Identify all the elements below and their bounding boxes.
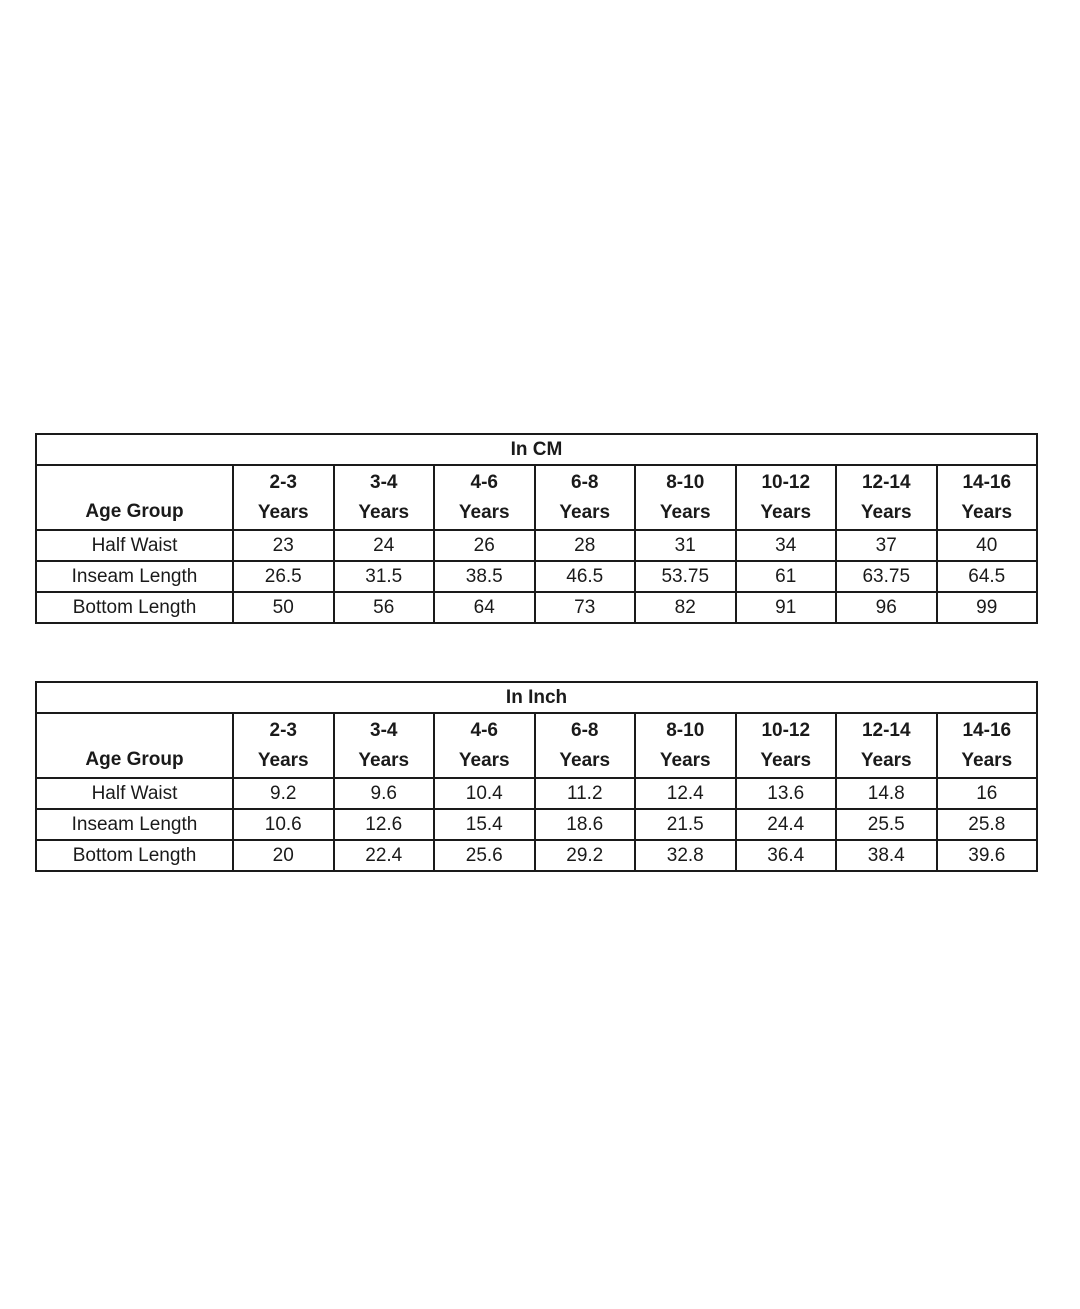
table-cell: 34 bbox=[736, 530, 837, 561]
column-header bbox=[635, 713, 736, 778]
age-range: 6-8 bbox=[571, 471, 599, 493]
table-row bbox=[36, 840, 1037, 871]
table-cell: 53.75 bbox=[635, 561, 736, 592]
table-cell: 26 bbox=[434, 530, 535, 561]
table-title: In CM bbox=[36, 434, 1037, 465]
age-unit: Years bbox=[860, 501, 912, 523]
age-unit: Years bbox=[961, 501, 1013, 523]
row-header-label: Age Group bbox=[36, 465, 233, 530]
table-cell: 24.4 bbox=[736, 809, 837, 840]
age-unit: Years bbox=[257, 749, 309, 771]
table-cell: 23 bbox=[233, 530, 334, 561]
column-header bbox=[434, 465, 535, 530]
age-unit: Years bbox=[760, 501, 812, 523]
column-header bbox=[937, 465, 1038, 530]
age-unit: Years bbox=[659, 501, 711, 523]
column-header bbox=[334, 713, 435, 778]
header-row bbox=[36, 465, 1037, 530]
age-unit: Years bbox=[760, 749, 812, 771]
age-unit: Years bbox=[358, 501, 410, 523]
table-cell: 14.8 bbox=[836, 778, 937, 809]
age-range: 8-10 bbox=[666, 471, 705, 493]
table-row bbox=[36, 778, 1037, 809]
header-row bbox=[36, 713, 1037, 778]
age-range: 8-10 bbox=[666, 719, 705, 741]
row-label: Bottom Length bbox=[36, 592, 233, 623]
table-row bbox=[36, 561, 1037, 592]
age-range: 10-12 bbox=[761, 719, 811, 741]
table-cell: 64.5 bbox=[937, 561, 1038, 592]
age-unit: Years bbox=[559, 501, 611, 523]
table-cell: 31 bbox=[635, 530, 736, 561]
age-unit: Years bbox=[358, 749, 410, 771]
table-cell: 20 bbox=[233, 840, 334, 871]
table-cell: 99 bbox=[937, 592, 1038, 623]
table-cell: 91 bbox=[736, 592, 837, 623]
table-cell: 25.5 bbox=[836, 809, 937, 840]
table-cell: 16 bbox=[937, 778, 1038, 809]
table-cell: 15.4 bbox=[434, 809, 535, 840]
row-label: Inseam Length bbox=[36, 809, 233, 840]
table-cell: 22.4 bbox=[334, 840, 435, 871]
age-range: 2-3 bbox=[269, 719, 297, 741]
age-range: 12-14 bbox=[861, 471, 911, 493]
table-cell: 11.2 bbox=[535, 778, 636, 809]
age-range: 2-3 bbox=[269, 471, 297, 493]
row-label: Half Waist bbox=[36, 530, 233, 561]
column-header bbox=[233, 713, 334, 778]
table-cell: 12.6 bbox=[334, 809, 435, 840]
row-label: Half Waist bbox=[36, 778, 233, 809]
age-unit: Years bbox=[458, 501, 510, 523]
table-cell: 96 bbox=[836, 592, 937, 623]
table-cell: 38.4 bbox=[836, 840, 937, 871]
age-unit: Years bbox=[860, 749, 912, 771]
table-cell: 82 bbox=[635, 592, 736, 623]
table-cell: 9.2 bbox=[233, 778, 334, 809]
age-range: 4-6 bbox=[470, 471, 498, 493]
age-range: 12-14 bbox=[861, 719, 911, 741]
age-unit: Years bbox=[458, 749, 510, 771]
table-cell: 24 bbox=[334, 530, 435, 561]
column-header bbox=[434, 713, 535, 778]
table-cell: 40 bbox=[937, 530, 1038, 561]
age-range: 4-6 bbox=[470, 719, 498, 741]
column-header bbox=[836, 465, 937, 530]
age-unit: Years bbox=[961, 749, 1013, 771]
table-cell: 10.4 bbox=[434, 778, 535, 809]
column-header bbox=[233, 465, 334, 530]
row-label: Bottom Length bbox=[36, 840, 233, 871]
age-range: 10-12 bbox=[761, 471, 811, 493]
age-range: 14-16 bbox=[962, 719, 1012, 741]
age-unit: Years bbox=[257, 501, 309, 523]
table-cell: 18.6 bbox=[535, 809, 636, 840]
age-range: 6-8 bbox=[571, 719, 599, 741]
table-row bbox=[36, 809, 1037, 840]
table-row bbox=[36, 592, 1037, 623]
table-cell: 13.6 bbox=[736, 778, 837, 809]
row-header-label: Age Group bbox=[36, 713, 233, 778]
table-cell: 38.5 bbox=[434, 561, 535, 592]
size-chart-cm bbox=[35, 433, 1038, 624]
column-header bbox=[736, 465, 837, 530]
table-cell: 50 bbox=[233, 592, 334, 623]
table-title: In Inch bbox=[36, 682, 1037, 713]
table-cell: 61 bbox=[736, 561, 837, 592]
table-cell: 21.5 bbox=[635, 809, 736, 840]
column-header bbox=[736, 713, 837, 778]
table-cell: 73 bbox=[535, 592, 636, 623]
age-range: 3-4 bbox=[370, 719, 398, 741]
table-row bbox=[36, 530, 1037, 561]
table-cell: 37 bbox=[836, 530, 937, 561]
table-cell: 9.6 bbox=[334, 778, 435, 809]
age-range: 3-4 bbox=[370, 471, 398, 493]
column-header bbox=[535, 713, 636, 778]
table-cell: 32.8 bbox=[635, 840, 736, 871]
column-header bbox=[334, 465, 435, 530]
table-cell: 31.5 bbox=[334, 561, 435, 592]
table-cell: 63.75 bbox=[836, 561, 937, 592]
table-cell: 56 bbox=[334, 592, 435, 623]
table-cell: 25.6 bbox=[434, 840, 535, 871]
column-header bbox=[635, 465, 736, 530]
size-chart-inch bbox=[35, 681, 1038, 872]
column-header bbox=[836, 713, 937, 778]
age-unit: Years bbox=[559, 749, 611, 771]
row-label: Inseam Length bbox=[36, 561, 233, 592]
table-cell: 28 bbox=[535, 530, 636, 561]
age-unit: Years bbox=[659, 749, 711, 771]
table-cell: 29.2 bbox=[535, 840, 636, 871]
table-cell: 36.4 bbox=[736, 840, 837, 871]
table-cell: 64 bbox=[434, 592, 535, 623]
table-cell: 10.6 bbox=[233, 809, 334, 840]
age-range: 14-16 bbox=[962, 471, 1012, 493]
table-cell: 25.8 bbox=[937, 809, 1038, 840]
column-header bbox=[535, 465, 636, 530]
table-cell: 39.6 bbox=[937, 840, 1038, 871]
table-cell: 26.5 bbox=[233, 561, 334, 592]
table-cell: 46.5 bbox=[535, 561, 636, 592]
table-cell: 12.4 bbox=[635, 778, 736, 809]
column-header bbox=[937, 713, 1038, 778]
